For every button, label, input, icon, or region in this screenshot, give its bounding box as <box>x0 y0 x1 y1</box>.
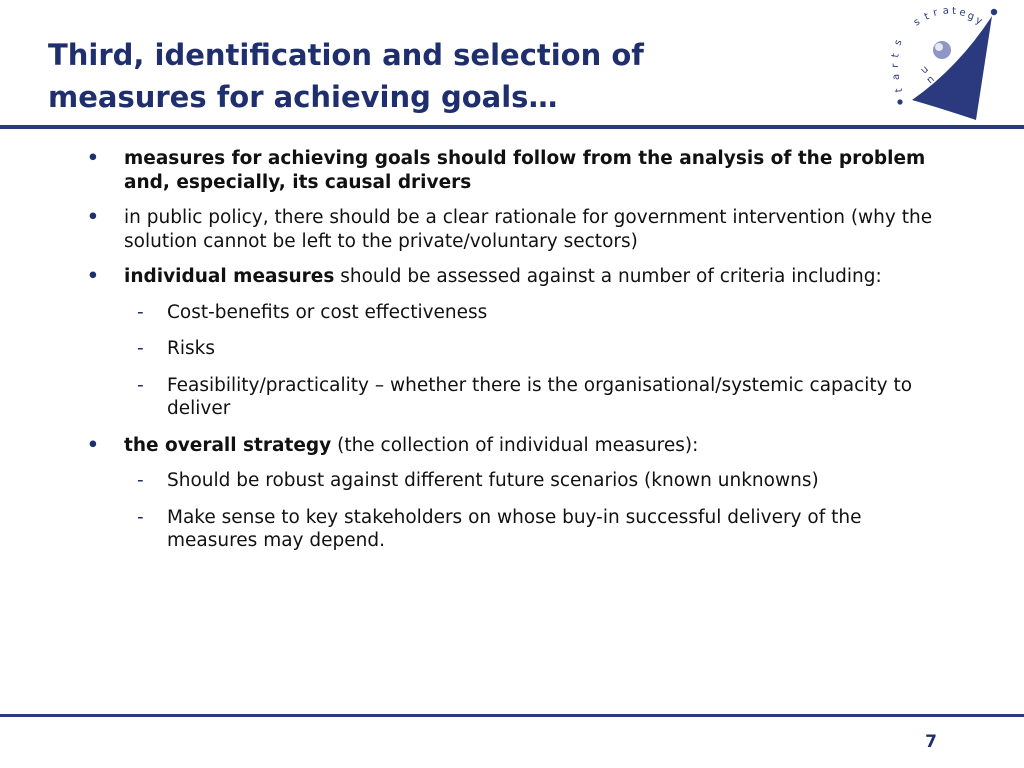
bullet-marker: • <box>87 434 99 456</box>
bullet-item <box>0 265 969 289</box>
bullet-text-bold: individual measures <box>124 266 335 287</box>
bullet-text-bold: the overall strategy <box>124 434 332 456</box>
bullet-item <box>0 147 969 194</box>
sub-bullet-text: Risks <box>167 338 215 359</box>
bullet-marker: • <box>87 266 99 287</box>
bullet-marker: • <box>87 148 99 169</box>
title-line-1: Third, identification and selection of <box>48 38 644 72</box>
svg-text:e: e <box>958 7 967 20</box>
dash-marker: - <box>137 301 144 323</box>
svg-text:u: u <box>918 63 931 77</box>
svg-text:g: g <box>966 10 976 23</box>
dash-marker: - <box>137 506 144 528</box>
svg-text:r: r <box>932 7 939 19</box>
bullet-item <box>0 206 969 253</box>
strategy-unit-logo-icon <box>888 4 1000 122</box>
slide-title <box>48 34 808 118</box>
bullet-marker: • <box>87 207 99 228</box>
svg-text:t: t <box>923 11 931 23</box>
sub-bullet-text: Feasibility/practicality – whether there is the organisational/systemic capacity to deliver <box>167 374 913 419</box>
title-divider <box>0 125 1024 129</box>
svg-text:s: s <box>892 38 905 48</box>
bullet-text: should be assessed against a number of criteria including: <box>334 266 882 287</box>
footer-divider <box>0 714 1024 717</box>
bullet-text: (the collection of individual measures): <box>331 434 699 456</box>
svg-text:t: t <box>893 87 905 93</box>
svg-text:s: s <box>912 16 923 29</box>
sub-bullet-item <box>0 301 947 325</box>
sub-bullet-item <box>0 374 947 421</box>
sub-bullet-item <box>0 469 947 493</box>
svg-text:i: i <box>931 84 942 95</box>
svg-text:t: t <box>890 52 902 59</box>
bullet-list <box>0 147 1024 566</box>
svg-text:a: a <box>942 5 950 17</box>
svg-text:t: t <box>951 6 957 18</box>
sub-bullet-text: Make sense to key stakeholders on whose buy-in successful delivery of the measures may depend. <box>167 506 862 551</box>
dash-marker: - <box>137 470 144 491</box>
svg-text:n: n <box>924 73 937 87</box>
svg-text:y: y <box>973 14 984 28</box>
sub-bullet-text: Cost-benefits or cost effectiveness <box>167 301 488 323</box>
svg-text:t: t <box>937 90 948 102</box>
svg-text:r: r <box>890 63 902 69</box>
sub-bullet-item <box>0 506 947 553</box>
bullet-text: in public policy, there should be a clear rationale for government intervention (why the solution cannot be left to the private/voluntary sectors) <box>124 207 933 252</box>
dash-marker: - <box>137 338 144 359</box>
svg-text:a: a <box>891 73 902 80</box>
sub-bullet-item <box>0 337 947 361</box>
dash-marker: - <box>137 374 144 396</box>
bullet-text-bold: measures for achieving goals should follow from the analysis of the problem and, especially, its causal drivers <box>124 148 926 193</box>
bullet-item <box>0 434 969 458</box>
sub-bullet-text: Should be robust against different future scenarios (known unknowns) <box>167 470 819 491</box>
title-line-2: measures for achieving goals… <box>48 80 558 114</box>
page-number: 7 <box>925 732 937 752</box>
